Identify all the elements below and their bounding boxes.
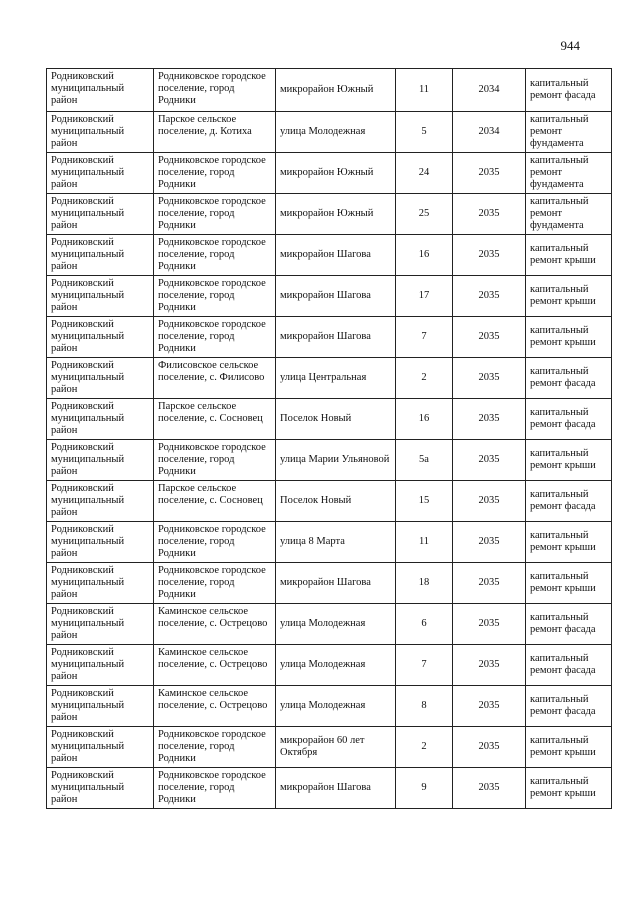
settlement-cell: Парское сельское поселение, с. Сосновец [154,481,276,522]
district-cell: Родниковский муниципальный район [47,522,154,563]
year-cell: 2034 [453,69,526,112]
street-cell: улица Центральная [276,358,396,399]
work-type-cell: капитальный ремонт фасада [526,399,612,440]
street-cell: улица Молодежная [276,645,396,686]
house-cell: 7 [396,645,453,686]
year-cell: 2035 [453,727,526,768]
year-cell: 2035 [453,440,526,481]
year-cell: 2035 [453,153,526,194]
district-cell: Родниковский муниципальный район [47,235,154,276]
table-row [47,686,612,727]
table-row [47,69,612,112]
street-cell: Поселок Новый [276,399,396,440]
table-row [47,153,612,194]
table-row [47,604,612,645]
house-cell: 2 [396,727,453,768]
street-cell: улица 8 Марта [276,522,396,563]
settlement-cell: Родниковское городское поселение, город Родники [154,768,276,809]
table-row [47,481,612,522]
house-cell: 17 [396,276,453,317]
work-type-cell: капитальный ремонт крыши [526,768,612,809]
work-type-cell: капитальный ремонт фасада [526,69,612,112]
table-row [47,399,612,440]
table-row [47,727,612,768]
table-row [47,358,612,399]
house-cell: 11 [396,522,453,563]
year-cell: 2035 [453,768,526,809]
settlement-cell: Парское сельское поселение, д. Котиха [154,112,276,153]
district-cell: Родниковский муниципальный район [47,645,154,686]
house-cell: 8 [396,686,453,727]
street-cell: микрорайон Шагова [276,768,396,809]
work-type-cell: капитальный ремонт крыши [526,317,612,358]
work-type-cell: капитальный ремонт крыши [526,522,612,563]
district-cell: Родниковский муниципальный район [47,481,154,522]
repair-schedule-table [46,68,612,809]
street-cell: микрорайон 60 лет Октября [276,727,396,768]
house-cell: 11 [396,69,453,112]
settlement-cell: Родниковское городское поселение, город Родники [154,440,276,481]
year-cell: 2035 [453,399,526,440]
settlement-cell: Родниковское городское поселение, город Родники [154,194,276,235]
table-row [47,194,612,235]
house-cell: 6 [396,604,453,645]
district-cell: Родниковский муниципальный район [47,563,154,604]
house-cell: 9 [396,768,453,809]
work-type-cell: капитальный ремонт фундамента [526,153,612,194]
year-cell: 2035 [453,481,526,522]
house-cell: 5 [396,112,453,153]
house-cell: 18 [396,563,453,604]
street-cell: Поселок Новый [276,481,396,522]
year-cell: 2035 [453,317,526,358]
work-type-cell: капитальный ремонт крыши [526,440,612,481]
district-cell: Родниковский муниципальный район [47,604,154,645]
table-row [47,440,612,481]
page-number: 944 [560,38,580,53]
work-type-cell: капитальный ремонт крыши [526,727,612,768]
settlement-cell: Родниковское городское поселение, город Родники [154,727,276,768]
year-cell: 2035 [453,645,526,686]
district-cell: Родниковский муниципальный район [47,69,154,112]
work-type-cell: капитальный ремонт крыши [526,276,612,317]
house-cell: 7 [396,317,453,358]
street-cell: улица Марии Ульяновой [276,440,396,481]
district-cell: Родниковский муниципальный район [47,440,154,481]
year-cell: 2035 [453,563,526,604]
work-type-cell: капитальный ремонт фасада [526,645,612,686]
settlement-cell: Родниковское городское поселение, город Родники [154,522,276,563]
table-row [47,276,612,317]
street-cell: улица Молодежная [276,112,396,153]
work-type-cell: капитальный ремонт крыши [526,235,612,276]
work-type-cell: капитальный ремонт фасада [526,686,612,727]
settlement-cell: Парское сельское поселение, с. Сосновец [154,399,276,440]
table-row [47,645,612,686]
district-cell: Родниковский муниципальный район [47,399,154,440]
street-cell: микрорайон Южный [276,69,396,112]
year-cell: 2035 [453,686,526,727]
district-cell: Родниковский муниципальный район [47,153,154,194]
street-cell: микрорайон Южный [276,194,396,235]
settlement-cell: Родниковское городское поселение, город Родники [154,276,276,317]
district-cell: Родниковский муниципальный район [47,317,154,358]
street-cell: улица Молодежная [276,686,396,727]
district-cell: Родниковский муниципальный район [47,276,154,317]
work-type-cell: капитальный ремонт фасада [526,604,612,645]
house-cell: 16 [396,235,453,276]
work-type-cell: капитальный ремонт фасада [526,481,612,522]
settlement-cell: Родниковское городское поселение, город Родники [154,235,276,276]
street-cell: микрорайон Шагова [276,276,396,317]
settlement-cell: Филисовское сельское поселение, с. Филисово [154,358,276,399]
settlement-cell: Родниковское городское поселение, город Родники [154,317,276,358]
district-cell: Родниковский муниципальный район [47,727,154,768]
work-type-cell: капитальный ремонт фасада [526,358,612,399]
table-row [47,522,612,563]
street-cell: микрорайон Южный [276,153,396,194]
street-cell: микрорайон Шагова [276,235,396,276]
district-cell: Родниковский муниципальный район [47,358,154,399]
table-row [47,317,612,358]
street-cell: микрорайон Шагова [276,563,396,604]
year-cell: 2035 [453,194,526,235]
house-cell: 25 [396,194,453,235]
street-cell: микрорайон Шагова [276,317,396,358]
district-cell: Родниковский муниципальный район [47,194,154,235]
table-body [47,69,612,809]
settlement-cell: Каминское сельское поселение, с. Острецово [154,645,276,686]
year-cell: 2035 [453,522,526,563]
table-row [47,563,612,604]
year-cell: 2035 [453,604,526,645]
settlement-cell: Каминское сельское поселение, с. Острецово [154,686,276,727]
house-cell: 15 [396,481,453,522]
settlement-cell: Родниковское городское поселение, город Родники [154,563,276,604]
district-cell: Родниковский муниципальный район [47,686,154,727]
year-cell: 2035 [453,358,526,399]
house-cell: 2 [396,358,453,399]
district-cell: Родниковский муниципальный район [47,768,154,809]
work-type-cell: капитальный ремонт крыши [526,563,612,604]
year-cell: 2034 [453,112,526,153]
house-cell: 24 [396,153,453,194]
table-row [47,768,612,809]
year-cell: 2035 [453,235,526,276]
district-cell: Родниковский муниципальный район [47,112,154,153]
work-type-cell: капитальный ремонт фундамента [526,194,612,235]
settlement-cell: Каминское сельское поселение, с. Острецово [154,604,276,645]
work-type-cell: капитальный ремонт фундамента [526,112,612,153]
settlement-cell: Родниковское городское поселение, город Родники [154,153,276,194]
table-row [47,112,612,153]
house-cell: 16 [396,399,453,440]
year-cell: 2035 [453,276,526,317]
table-row [47,235,612,276]
settlement-cell: Родниковское городское поселение, город Родники [154,69,276,112]
street-cell: улица Молодежная [276,604,396,645]
house-cell: 5а [396,440,453,481]
